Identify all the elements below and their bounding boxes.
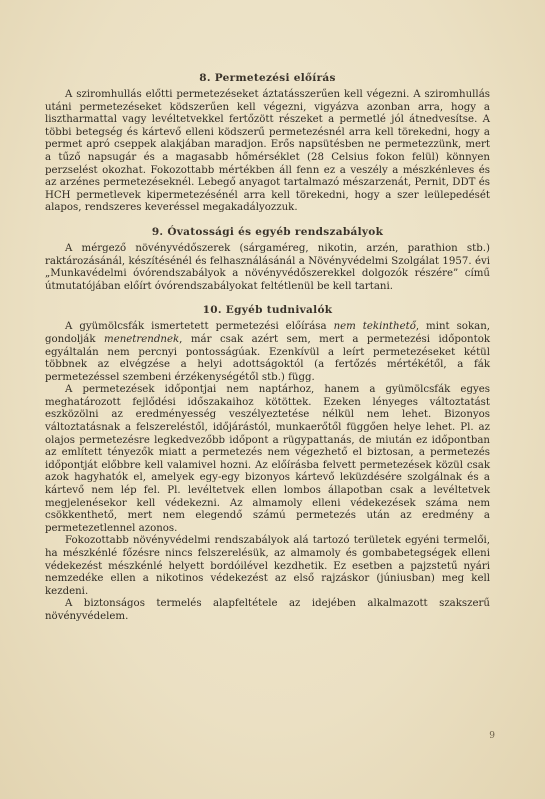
section-permetezesi-eloiras <box>45 72 490 215</box>
section-heading: 10. Egyéb tudnivalók <box>202 304 333 317</box>
page-number: 9 <box>489 731 495 741</box>
text-run: , már csak azért sem, mert a permetezési időpontok egyáltalán nem percnyi pontosságúak. Ezenkívül a leírt permetezéseket kétül többnek az elvégzése a helyi adottságoktól (a fertőzés mértékétől, a fák permetezéssel szembeni érzékenységétől stb.) függ. <box>45 333 491 383</box>
text-run: , mint sokan, gondolják <box>45 321 490 345</box>
emphasis-text: menetrendnek <box>104 333 180 345</box>
paragraph <box>45 321 490 384</box>
section-egyeb-tudnivalok <box>45 304 490 623</box>
section-ovatossagi-rendszabalyok <box>45 226 490 293</box>
paragraph: A sziromhullás előtti permetezéseket áztatásszerűen kell végezni. A sziromhullás utáni permetezéseket ködszerűen kell végezni, vigyázva azonban arra, hogy a lisztharmattal vagy levéltetvekkel fertőzött részeket a permetlé jól átnedvesítse. A többi betegség és kártevő elleni ködszerű permetezésnél arra kell törekedni, hogy a permet apró cseppek alakjában maradjon. Erős napsütésben ne permetezzünk, mert a tűző napsugár és a magasabb hőmérséklet (28 Celsius fokon felül) könnyen perzselést okozhat. Fokozottabb mértékben áll fenn ez a veszély a mészkénleves és az arzénes permetezéseknél. Lebegő anyagot tartalmazó mészarzenát, Pernit, DDT és HCH permetlevek kipermetezésénél arra kell törekedni, hogy a szer leülepedését alapos, rendszeres keveréssel megakadályozzuk. <box>45 89 490 214</box>
emphasis-text: nem tekinthető <box>333 321 416 333</box>
paragraph: Fokozottabb növényvédelmi rendszabályok alá tartozó területek egyéni termelői, ha mészkénlé főzésre nincs felszerelésük, az almamoly és gombabetegségek elleni védekezést mészkénlé helyett bordóilével kezdhetik. Ez esetben a pajzstetű nyári nemzedéke ellen a nikotinos védekezést az első rajzáskor (júniusban) meg kell kezdeni. <box>45 535 490 597</box>
section-heading: 8. Permetezési előírás <box>199 72 336 84</box>
paragraph: A permetezések időpontjai nem naptárhoz, hanem a gyümölcsfák egyes meghatározott fejlődési időszakaihoz kötöttek. Ezeken lényeges változtatást eszközölni az eredményesség veszélyeztetése nélkül nem lehet. Bizonyos változtatásnak a felszereléstől, időjárástól, munkaerőtől függően helye lehet. Pl. az olajos permetezésre legkedvezőbb időpont a rügypattanás, de miután ez időpontban az említett tényezők miatt a permetezés nem végezhető el biztosan, a permetezés időpontját előbbre kell valamivel hozni. Az előírásba felvett permetezések közül csak azok hagyhatók el, amelyek egy-egy bizonyos kártevő leküzdésére szolgálnak és a kártevő nem lép fel. Pl. levéltetvek ellen lombos állapotban csak a levéltetvek megjelenésekor kell védekezni. Az almamoly elleni védekezések száma nem csökkenthető, mert nem elegendő számú permetezés után az eredmény a permetezetlennel azonos. <box>45 384 490 534</box>
paragraph: A biztonságos termelés alapfeltétele az idejében alkalmazott szakszerű növényvédelem. <box>45 598 490 622</box>
section-heading: 9. Óvatossági és egyéb rendszabályok <box>151 225 384 238</box>
text-run: A gyümölcsfák ismertetett permetezési előírása <box>65 321 334 333</box>
paragraph: A mérgező növényvédőszerek (sárgaméreg, nikotin, arzén, parathion stb.) raktározásánál, készítésénél és felhasználásánál a Növényvédelmi Szolgálat 1957. évi „Munkavédelmi óvórendszabályok a növényvédőszerekkel dolgozók részére” című útmutatójában előírt óvórendszabályokat feltétlenül be kell tartani. <box>45 242 490 292</box>
